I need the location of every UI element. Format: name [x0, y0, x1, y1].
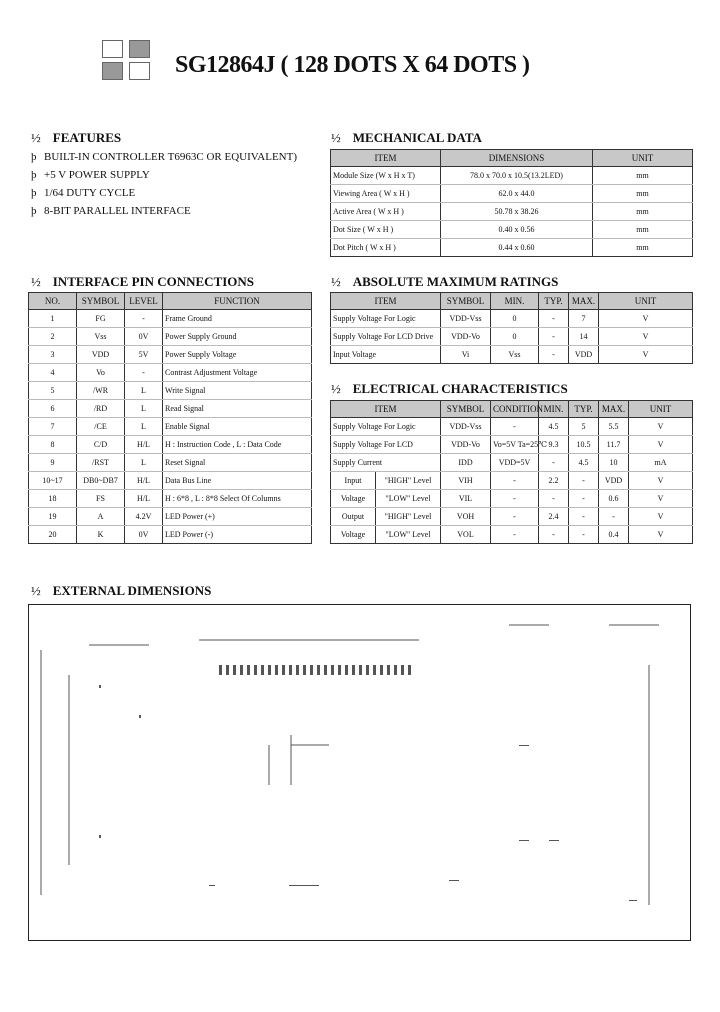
table-cell: 8: [29, 436, 77, 454]
dimension-drawing-svg: [29, 605, 690, 940]
table-cell: -: [491, 418, 539, 436]
table-cell: /RST: [77, 454, 125, 472]
column-header: NO.: [29, 293, 77, 310]
table-cell: -: [539, 490, 569, 508]
table-cell: -: [599, 508, 629, 526]
table-cell: 78.0 x 70.0 x 10.5(13.2LED): [441, 167, 593, 185]
table-row: [331, 472, 693, 490]
table-cell: 5V: [125, 346, 163, 364]
table-cell: K: [77, 526, 125, 544]
feature-text: 8-BIT PARALLEL INTERFACE: [44, 205, 191, 217]
table-cell: 10: [599, 454, 629, 472]
table-cell: -: [539, 328, 569, 346]
table-cell: V: [629, 526, 693, 544]
table-cell: 9.3: [539, 436, 569, 454]
table-cell: "HIGH" Level: [376, 472, 441, 490]
table-cell: Read Signal: [163, 400, 312, 418]
table-cell: H/L: [125, 490, 163, 508]
table-cell: H/L: [125, 436, 163, 454]
table-cell: 20: [29, 526, 77, 544]
table-cell: -: [569, 508, 599, 526]
table-cell: Contrast Adjustment Voltage: [163, 364, 312, 382]
table-cell: Voltage: [331, 526, 376, 544]
table-cell: V: [629, 508, 693, 526]
feature-text: +5 V POWER SUPPLY: [44, 169, 150, 181]
table-cell: 10.5: [569, 436, 599, 454]
column-header: LEVEL: [125, 293, 163, 310]
table-row: [331, 490, 693, 508]
column-header: TYP.: [569, 401, 599, 418]
table-cell: "HIGH" Level: [376, 508, 441, 526]
table-row: [29, 472, 312, 490]
table-cell: H : 6*8 , L : 8*8 Select Of Columns: [163, 490, 312, 508]
table-cell: 5: [29, 382, 77, 400]
table-cell: IDD: [441, 454, 491, 472]
table-row: [331, 328, 693, 346]
table-cell: Supply Voltage For Logic: [331, 418, 441, 436]
table-cell: 2: [29, 328, 77, 346]
table-cell: Data Bus Line: [163, 472, 312, 490]
table-cell: 0.6: [599, 490, 629, 508]
table-cell: /CE: [77, 418, 125, 436]
table-cell: "LOW" Level: [376, 490, 441, 508]
interface-heading: ½ INTERFACE PIN CONNECTIONS: [31, 274, 255, 289]
table-row: [29, 310, 312, 328]
table-cell: Vo=5V Ta=25℃: [491, 436, 539, 454]
table-cell: 4.5: [539, 418, 569, 436]
table-cell: 19: [29, 508, 77, 526]
table-cell: VDD=5V: [491, 454, 539, 472]
table-cell: V: [599, 328, 693, 346]
table-cell: 2.2: [539, 472, 569, 490]
table-cell: L: [125, 418, 163, 436]
table-cell: Viewing Area ( W x H ): [331, 185, 441, 203]
table-cell: Supply Voltage For Logic: [331, 310, 441, 328]
column-header: UNIT: [593, 150, 693, 167]
table-cell: 0.4: [599, 526, 629, 544]
table-cell: Vo: [77, 364, 125, 382]
table-row: [331, 310, 693, 328]
table-row: [29, 346, 312, 364]
table-cell: Vss: [491, 346, 539, 364]
table-row: [29, 382, 312, 400]
feature-item: [31, 166, 297, 184]
table-cell: Dot Pitch ( W x H ): [331, 239, 441, 257]
table-row: [331, 418, 693, 436]
table-cell: H/L: [125, 472, 163, 490]
table-cell: L: [125, 400, 163, 418]
table-cell: -: [491, 526, 539, 544]
table-cell: VOL: [441, 526, 491, 544]
table-cell: 0: [491, 328, 539, 346]
table-cell: LED Power (-): [163, 526, 312, 544]
table-cell: FG: [77, 310, 125, 328]
column-header: MIN.: [539, 401, 569, 418]
feature-item: [31, 184, 297, 202]
table-cell: 1: [29, 310, 77, 328]
column-header: FUNCTION: [163, 293, 312, 310]
column-header: SYMBOL: [441, 293, 491, 310]
table-row: [29, 328, 312, 346]
table-row: [29, 418, 312, 436]
table-cell: VIH: [441, 472, 491, 490]
company-logo: [102, 40, 152, 82]
table-cell: A: [77, 508, 125, 526]
column-header: DIMENSIONS: [441, 150, 593, 167]
table-cell: V: [629, 490, 693, 508]
table-cell: VDD-Vss: [441, 418, 491, 436]
table-cell: Active Area ( W x H ): [331, 203, 441, 221]
table-cell: 10~17: [29, 472, 77, 490]
external-heading: ½ EXTERNAL DIMENSIONS: [31, 583, 212, 598]
table-cell: VDD-Vss: [441, 310, 491, 328]
table-row: [29, 526, 312, 544]
table-cell: Vi: [441, 346, 491, 364]
table-row: [331, 454, 693, 472]
table-cell: VDD: [599, 472, 629, 490]
table-cell: Write Signal: [163, 382, 312, 400]
features-heading: ½ FEATURES: [31, 130, 122, 145]
mechanical-heading: ½ MECHANICAL DATA: [331, 130, 482, 145]
table-cell: mm: [593, 185, 693, 203]
table-cell: -: [491, 472, 539, 490]
table-row: [331, 167, 693, 185]
column-header: ITEM: [331, 293, 441, 310]
column-header: ITEM: [331, 150, 441, 167]
column-header: SYMBOL: [77, 293, 125, 310]
table-cell: 4: [29, 364, 77, 382]
table-cell: 0.44 x 0.60: [441, 239, 593, 257]
table-cell: Output: [331, 508, 376, 526]
table-row: [331, 346, 693, 364]
table-cell: /RD: [77, 400, 125, 418]
table-cell: DB0~DB7: [77, 472, 125, 490]
column-header: MAX.: [599, 401, 629, 418]
table-cell: mm: [593, 203, 693, 221]
table-cell: VDD-Vo: [441, 328, 491, 346]
table-cell: 11.7: [599, 436, 629, 454]
table-cell: 62.0 x 44.0: [441, 185, 593, 203]
column-header: CONDITION: [491, 401, 539, 418]
electrical-heading: ½ ELECTRICAL CHARACTERISTICS: [331, 381, 568, 396]
table-row: [331, 221, 693, 239]
column-header: MAX.: [569, 293, 599, 310]
table-cell: Frame Ground: [163, 310, 312, 328]
table-cell: -: [569, 490, 599, 508]
feature-item: [31, 148, 297, 166]
table-cell: VDD: [569, 346, 599, 364]
table-cell: -: [539, 346, 569, 364]
table-cell: 4.5: [569, 454, 599, 472]
table-cell: V: [599, 310, 693, 328]
table-cell: L: [125, 454, 163, 472]
bullet-icon: þ: [31, 151, 37, 163]
page-title: SG12864J ( 128 DOTS X 64 DOTS ): [175, 52, 530, 78]
table-row: [331, 508, 693, 526]
column-header: TYP.: [539, 293, 569, 310]
table-cell: mA: [629, 454, 693, 472]
table-cell: 3: [29, 346, 77, 364]
table-cell: Input Voltage: [331, 346, 441, 364]
table-cell: 7: [29, 418, 77, 436]
table-cell: -: [539, 454, 569, 472]
table-cell: -: [125, 364, 163, 382]
table-cell: -: [491, 508, 539, 526]
feature-text: BUILT-IN CONTROLLER T6963C OR EQUIVALENT): [44, 151, 297, 163]
table-cell: 5.5: [599, 418, 629, 436]
table-cell: VOH: [441, 508, 491, 526]
mechanical-table: [330, 149, 693, 257]
table-cell: V: [629, 436, 693, 454]
table-cell: Enable Signal: [163, 418, 312, 436]
table-cell: 18: [29, 490, 77, 508]
table-cell: V: [629, 418, 693, 436]
table-cell: Power Supply Voltage: [163, 346, 312, 364]
table-cell: 0.40 x 0.56: [441, 221, 593, 239]
table-cell: LED Power (+): [163, 508, 312, 526]
table-row: [331, 203, 693, 221]
table-cell: V: [599, 346, 693, 364]
table-row: [331, 436, 693, 454]
column-header: UNIT: [629, 401, 693, 418]
table-row: [331, 239, 693, 257]
table-cell: VDD-Vo: [441, 436, 491, 454]
table-cell: /WR: [77, 382, 125, 400]
table-cell: 5: [569, 418, 599, 436]
section-marker: ½: [31, 130, 41, 145]
table-cell: L: [125, 382, 163, 400]
table-cell: 2.4: [539, 508, 569, 526]
table-cell: Dot Size ( W x H ): [331, 221, 441, 239]
table-row: [29, 490, 312, 508]
table-cell: 6: [29, 400, 77, 418]
table-cell: H : Instruction Code , L : Data Code: [163, 436, 312, 454]
feature-text: 1/64 DUTY CYCLE: [44, 187, 136, 199]
column-header: SYMBOL: [441, 401, 491, 418]
feature-item: [31, 202, 297, 220]
table-cell: Supply Current: [331, 454, 441, 472]
table-cell: -: [491, 490, 539, 508]
table-cell: 9: [29, 454, 77, 472]
column-header: MIN.: [491, 293, 539, 310]
interface-pin-table: [28, 292, 312, 544]
table-cell: Reset Signal: [163, 454, 312, 472]
table-cell: 14: [569, 328, 599, 346]
table-cell: Supply Voltage For LCD: [331, 436, 441, 454]
table-cell: Input: [331, 472, 376, 490]
table-cell: 0V: [125, 526, 163, 544]
table-cell: FS: [77, 490, 125, 508]
table-cell: VIL: [441, 490, 491, 508]
table-cell: mm: [593, 239, 693, 257]
table-cell: V: [629, 472, 693, 490]
table-row: [29, 400, 312, 418]
table-cell: Voltage: [331, 490, 376, 508]
table-cell: Module Size (W x H x T): [331, 167, 441, 185]
table-row: [29, 508, 312, 526]
features-list: [31, 148, 297, 220]
bullet-icon: þ: [31, 205, 37, 217]
bullet-icon: þ: [31, 187, 37, 199]
table-cell: Vss: [77, 328, 125, 346]
table-cell: -: [539, 310, 569, 328]
table-cell: Supply Voltage For LCD Drive: [331, 328, 441, 346]
table-cell: Power Supply Ground: [163, 328, 312, 346]
table-cell: VDD: [77, 346, 125, 364]
column-header: UNIT: [599, 293, 693, 310]
table-cell: 7: [569, 310, 599, 328]
table-cell: mm: [593, 167, 693, 185]
table-cell: 4.2V: [125, 508, 163, 526]
table-row: [29, 454, 312, 472]
table-cell: "LOW" Level: [376, 526, 441, 544]
absolute-max-table: [330, 292, 693, 364]
table-row: [29, 436, 312, 454]
table-cell: 0V: [125, 328, 163, 346]
table-cell: 50.78 x 38.26: [441, 203, 593, 221]
table-cell: -: [569, 472, 599, 490]
table-cell: C/D: [77, 436, 125, 454]
column-header: ITEM: [331, 401, 441, 418]
table-row: [331, 185, 693, 203]
absolute-heading: ½ ABSOLUTE MAXIMUM RATINGS: [331, 274, 559, 289]
table-cell: mm: [593, 221, 693, 239]
table-cell: -: [125, 310, 163, 328]
bullet-icon: þ: [31, 169, 37, 181]
table-cell: 0: [491, 310, 539, 328]
external-dimensions-drawing: [28, 604, 691, 941]
electrical-table: [330, 400, 693, 544]
table-cell: -: [569, 526, 599, 544]
table-cell: -: [539, 526, 569, 544]
table-row: [29, 364, 312, 382]
table-row: [331, 526, 693, 544]
